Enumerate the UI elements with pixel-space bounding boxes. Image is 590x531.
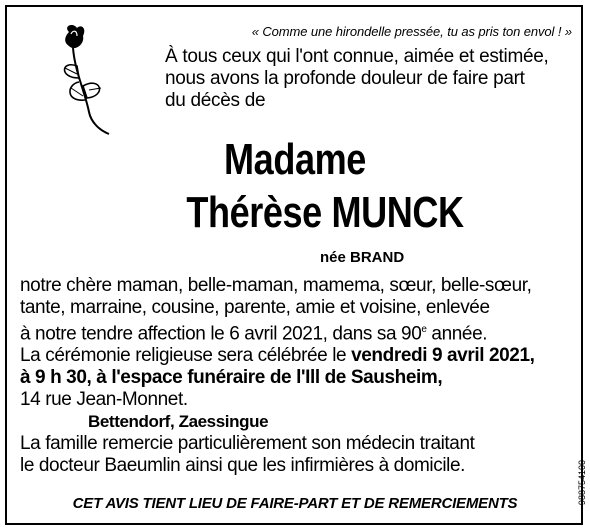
deceased-name: Thérèse MUNCK bbox=[186, 188, 464, 237]
intro-line: nous avons la profonde douleur de faire part bbox=[165, 68, 525, 89]
body-line: La famille remercie particulièrement son médecin traitant bbox=[20, 433, 475, 455]
ceremony-line: La cérémonie religieuse sera célébrée le vendredi 9 avril 2021, bbox=[20, 345, 535, 367]
body-line: le docteur Baeumlin ainsi que les infirmières à domicile. bbox=[20, 455, 466, 477]
address-line: 14 rue Jean-Monnet. bbox=[20, 389, 188, 411]
notice-body bbox=[20, 275, 580, 477]
quote: « Comme une hirondelle pressée, tu as pris ton envol ! » bbox=[251, 24, 572, 39]
ceremony-place: à 9 h 30, à l'espace funéraire de l'Ill de Sausheim, bbox=[20, 367, 443, 389]
maiden-name: née BRAND bbox=[320, 249, 405, 266]
deceased-title: Madame bbox=[224, 135, 366, 184]
rose-icon bbox=[55, 22, 115, 137]
footer-notice: CET AVIS TIENT LIEU DE FAIRE-PART ET DE REMERCIEMENTS bbox=[72, 495, 518, 512]
intro-text bbox=[165, 46, 548, 112]
body-line: tante, marraine, cousine, parente, amie et voisine, enlevée bbox=[20, 297, 490, 318]
intro-line: À tous ceux qui l'ont connue, aimée et estimée, bbox=[165, 46, 549, 67]
body-line: notre chère maman, belle-maman, mamema, sœur, belle-sœur, bbox=[20, 275, 532, 296]
reference-number: 988754100 bbox=[577, 460, 587, 506]
places-line: Bettendorf, Zaessingue bbox=[88, 412, 269, 432]
body-line: à notre tendre affection le 6 avril 2021, dans sa 90e année. bbox=[20, 323, 488, 345]
intro-line: du décès de bbox=[165, 90, 266, 111]
